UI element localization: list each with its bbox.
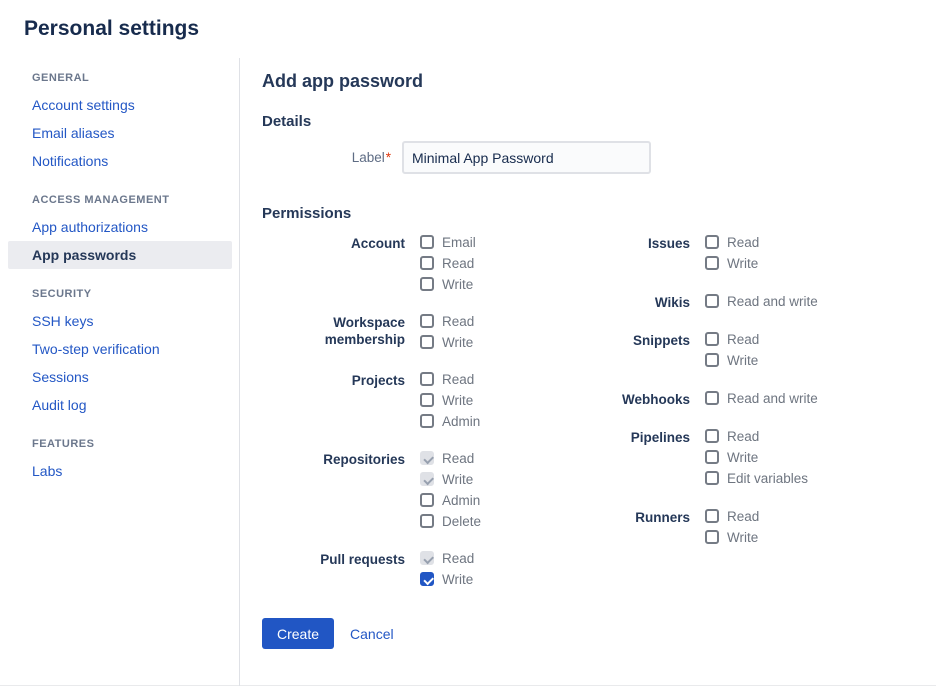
sidebar-item-email-aliases[interactable]: Email aliases	[32, 125, 115, 141]
perm-option-runners-read[interactable]	[705, 509, 759, 523]
checkbox-webhooks-read-and-write[interactable]	[705, 391, 719, 405]
page-title: Personal settings	[24, 17, 200, 40]
checkbox-pull-requests-write[interactable]	[420, 572, 434, 586]
perm-options-pipelines	[705, 429, 808, 492]
checkbox-runners-read[interactable]	[705, 509, 719, 523]
required-asterisk: *	[385, 150, 391, 165]
sidebar-item-audit-log[interactable]: Audit log	[32, 397, 87, 413]
perm-option-account-read[interactable]	[420, 256, 476, 270]
sidebar	[0, 58, 240, 686]
checkbox-pull-requests-read[interactable]	[420, 551, 434, 565]
sidebar-item-two-step-verification[interactable]: Two-step verification	[32, 341, 160, 357]
perm-option-account-write[interactable]	[420, 277, 476, 291]
checkbox-account-email[interactable]	[420, 235, 434, 249]
perm-option-label: Admin	[442, 413, 481, 429]
perm-option-pull-requests-write[interactable]	[420, 572, 474, 586]
checkbox-issues-write[interactable]	[705, 256, 719, 270]
checkbox-projects-admin[interactable]	[420, 414, 434, 428]
perm-option-repositories-write[interactable]	[420, 472, 481, 486]
perm-option-label: Delete	[442, 513, 482, 529]
sidebar-item-app-passwords[interactable]: App passwords	[8, 241, 232, 269]
perm-option-label: Read	[442, 550, 475, 566]
create-button[interactable]: Create	[262, 618, 334, 649]
content-row	[0, 58, 936, 686]
checkbox-repositories-write[interactable]	[420, 472, 434, 486]
perm-option-label: Write	[727, 255, 759, 271]
checkbox-wikis-read-and-write[interactable]	[705, 294, 719, 308]
main-content	[240, 58, 936, 686]
perm-option-account-email[interactable]	[420, 235, 476, 249]
perm-option-projects-write[interactable]	[420, 393, 480, 407]
sidebar-section-heading-features: FEATURES	[32, 438, 95, 450]
checkbox-projects-read[interactable]	[420, 372, 434, 386]
perm-group-pull-requests	[262, 551, 570, 593]
checkbox-repositories-delete[interactable]	[420, 514, 434, 528]
perm-group-label-runners: Runners	[635, 510, 690, 525]
perm-option-webhooks-read-and-write[interactable]	[705, 391, 818, 405]
perm-option-label: Read	[442, 450, 475, 466]
perm-option-label: Write	[727, 529, 759, 545]
checkbox-account-read[interactable]	[420, 256, 434, 270]
perm-option-projects-read[interactable]	[420, 372, 480, 386]
perm-group-label-projects: Projects	[351, 373, 405, 388]
perm-option-label: Write	[727, 449, 759, 465]
perm-option-label: Write	[442, 334, 474, 350]
perm-options-runners	[705, 509, 759, 551]
perm-options-issues	[705, 235, 759, 277]
perm-group-label-pipelines: Pipelines	[630, 430, 690, 445]
perm-group-repositories	[262, 451, 570, 535]
perm-option-snippets-read[interactable]	[705, 332, 759, 346]
perm-options-account	[420, 235, 476, 298]
checkbox-projects-write[interactable]	[420, 393, 434, 407]
perm-group-webhooks	[570, 391, 900, 412]
checkbox-repositories-read[interactable]	[420, 451, 434, 465]
perm-group-workspace-membership	[262, 314, 570, 356]
sidebar-section-heading-access-management: ACCESS MANAGEMENT	[32, 194, 170, 206]
sidebar-item-app-authorizations[interactable]: App authorizations	[32, 219, 148, 235]
form-actions	[262, 618, 936, 649]
perm-options-pull-requests	[420, 551, 474, 593]
checkbox-repositories-admin[interactable]	[420, 493, 434, 507]
perm-group-runners	[570, 509, 900, 551]
sidebar-item-notifications[interactable]: Notifications	[32, 153, 109, 169]
permissions-columns	[262, 235, 936, 609]
permissions-column-right	[570, 235, 900, 609]
perm-option-label: Read and write	[727, 390, 818, 406]
sidebar-section-heading-general: GENERAL	[32, 72, 90, 84]
perm-option-workspace-membership-write[interactable]	[420, 335, 474, 349]
perm-group-label-repositories: Repositories	[323, 452, 405, 467]
perm-option-label: Read	[727, 234, 760, 250]
perm-option-issues-write[interactable]	[705, 256, 759, 270]
perm-option-pull-requests-read[interactable]	[420, 551, 474, 565]
checkbox-pipelines-edit-variables[interactable]	[705, 471, 719, 485]
perm-options-projects	[420, 372, 480, 435]
perm-group-label-issues: Issues	[647, 236, 690, 251]
perm-option-label: Read	[727, 331, 760, 347]
label-field-row	[262, 141, 936, 174]
perm-options-snippets	[705, 332, 759, 374]
label-field-label-text: Label	[351, 150, 385, 165]
permissions-column-left	[262, 235, 570, 609]
checkbox-account-write[interactable]	[420, 277, 434, 291]
perm-option-label: Write	[727, 352, 759, 368]
perm-option-repositories-admin[interactable]	[420, 493, 481, 507]
perm-options-workspace-membership	[420, 314, 474, 356]
perm-option-label: Read	[727, 428, 760, 444]
perm-option-repositories-read[interactable]	[420, 451, 481, 465]
checkbox-pipelines-write[interactable]	[705, 450, 719, 464]
perm-option-label: Read and write	[727, 293, 818, 309]
perm-option-label: Write	[442, 571, 474, 587]
perm-option-label: Read	[442, 255, 475, 271]
checkbox-issues-read[interactable]	[705, 235, 719, 249]
sidebar-section-heading-security: SECURITY	[32, 288, 92, 300]
checkbox-workspace-membership-read[interactable]	[420, 314, 434, 328]
perm-option-label: Email	[442, 234, 476, 250]
perm-group-label-webhooks: Webhooks	[621, 392, 690, 407]
sidebar-item-sessions[interactable]: Sessions	[32, 369, 89, 385]
perm-group-label-wikis: Wikis	[654, 295, 690, 310]
perm-options-repositories	[420, 451, 481, 535]
details-heading: Details	[262, 113, 312, 130]
perm-options-webhooks	[705, 391, 818, 412]
perm-group-issues	[570, 235, 900, 277]
perm-option-label: Admin	[442, 492, 481, 508]
perm-option-label: Write	[442, 471, 474, 487]
perm-option-label: Read	[442, 313, 475, 329]
perm-option-runners-write[interactable]	[705, 530, 759, 544]
cancel-link[interactable]: Cancel	[350, 625, 394, 642]
perm-option-wikis-read-and-write[interactable]	[705, 294, 818, 308]
perm-option-pipelines-edit-variables[interactable]	[705, 471, 808, 485]
perm-group-label-account: Account	[351, 236, 405, 251]
perm-group-snippets	[570, 332, 900, 374]
perm-option-projects-admin[interactable]	[420, 414, 480, 428]
perm-option-issues-read[interactable]	[705, 235, 759, 249]
perm-option-pipelines-read[interactable]	[705, 429, 808, 443]
sidebar-item-labs[interactable]: Labs	[32, 463, 63, 479]
perm-option-workspace-membership-read[interactable]	[420, 314, 474, 328]
checkbox-runners-write[interactable]	[705, 530, 719, 544]
checkbox-snippets-read[interactable]	[705, 332, 719, 346]
perm-option-label: Write	[442, 392, 474, 408]
perm-group-pipelines	[570, 429, 900, 492]
label-input[interactable]	[402, 141, 651, 174]
checkbox-workspace-membership-write[interactable]	[420, 335, 434, 349]
perm-option-label: Write	[442, 276, 474, 292]
sidebar-item-ssh-keys[interactable]: SSH keys	[32, 313, 94, 329]
perm-option-label: Read	[727, 508, 760, 524]
perm-options-wikis	[705, 294, 818, 315]
perm-option-label: Edit variables	[727, 470, 809, 486]
perm-group-label-workspace-membership: Workspace membership	[324, 315, 405, 347]
perm-group-label-pull-requests: Pull requests	[320, 552, 405, 567]
perm-option-label: Read	[442, 371, 475, 387]
permissions-heading: Permissions	[262, 205, 352, 222]
perm-option-repositories-delete[interactable]	[420, 514, 481, 528]
checkbox-snippets-write[interactable]	[705, 353, 719, 367]
perm-group-wikis	[570, 294, 900, 315]
form-title: Add app password	[262, 71, 424, 91]
checkbox-pipelines-read[interactable]	[705, 429, 719, 443]
perm-group-account	[262, 235, 570, 298]
perm-option-pipelines-write[interactable]	[705, 450, 808, 464]
perm-group-label-snippets: Snippets	[632, 333, 690, 348]
perm-option-snippets-write[interactable]	[705, 353, 759, 367]
sidebar-item-account-settings[interactable]: Account settings	[32, 97, 135, 113]
perm-group-projects	[262, 372, 570, 435]
label-field-label	[262, 150, 395, 165]
